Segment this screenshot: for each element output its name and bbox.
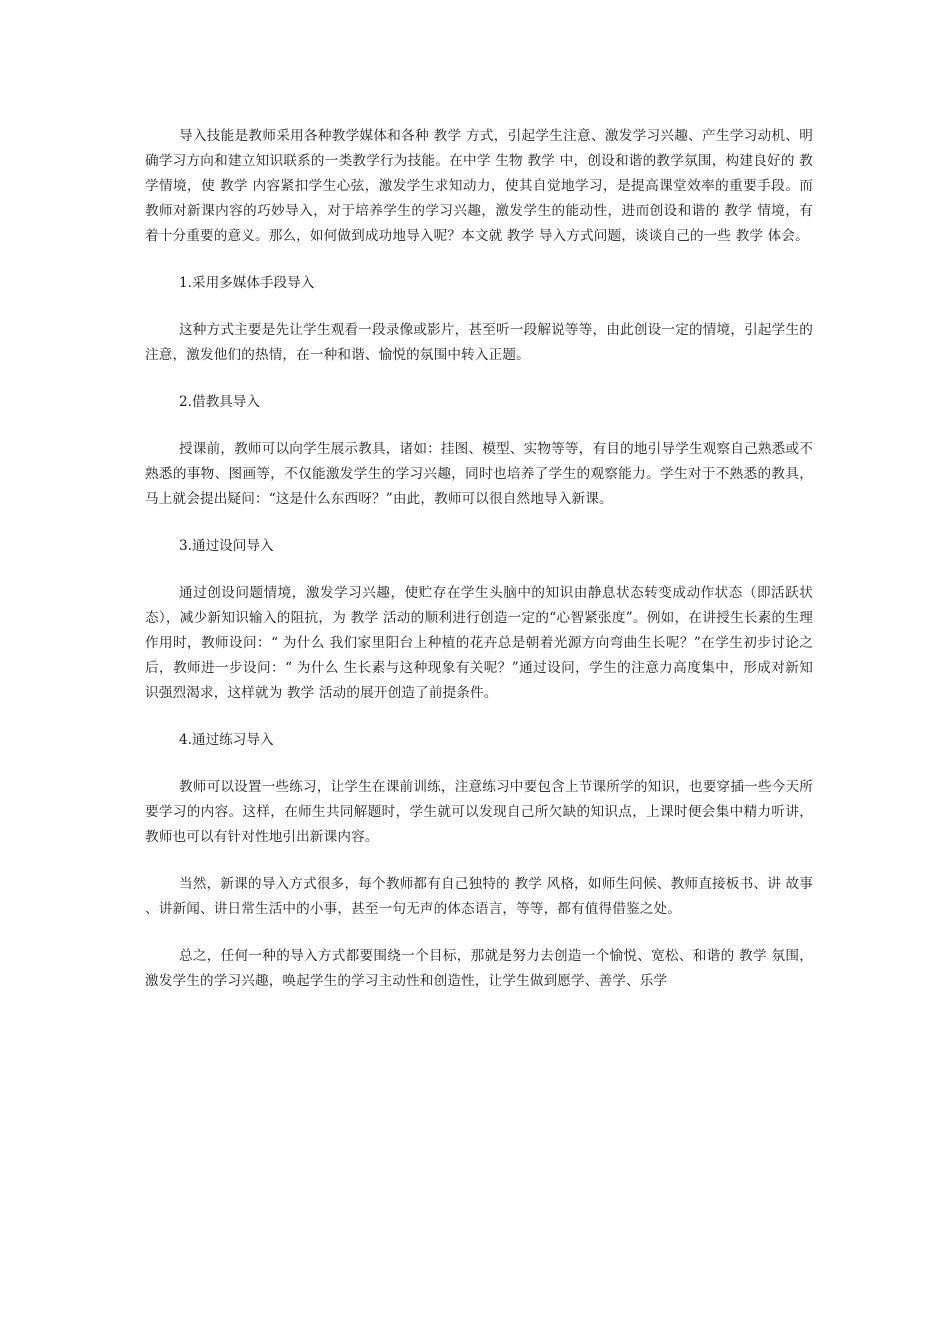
section-heading-2: 2.借教具导入 <box>179 394 260 410</box>
section-paragraph-4: 教师可以设置一些练习，让学生在课前训练，注意练习中要包含上节课所学的知识，也要穿插一些今天所要学习的内容。这样，在师生共同解题时，学生就可以发现自己所欠缺的知识点，上课时便会集中精力听讲，教师也可以有针对性地引出新课内容。 <box>145 779 813 845</box>
intro-paragraph: 导入技能是教师采用各种教学媒体和各种 教学 方式，引起学生注意、激发学习兴趣、产生学习动机、明确学习方向和建立知识联系的一类教学行为技能。在中学 生物 教学 中，创设和谐的教学氛围，构建良好的 教学情境，使 教学 内容紧扣学生心弦，激发学生求知动力，使其自觉地学习，是提高课堂效率的重要手段。而教师对新课内容的巧妙导入，对于培养学生的学习兴趣，激发学生的能动性，进而创设和谐的 教学 情境，有着十分重要的意义。那么，如何做到成功地导入呢？本文就 教学 导入方式问题，谈谈自己的一些 教学 体会。 <box>145 128 813 244</box>
document-body <box>145 124 813 1016</box>
closing-paragraph-1: 当然，新课的导入方式很多，每个教师都有自己独特的 教学 风格，如师生问候、教师直接板书、讲 故事 、讲新闻、讲日常生活中的小事，甚至一句无声的体态语言，等等，都有值得借鉴之处。 <box>145 876 813 917</box>
section-paragraph-2: 授课前，教师可以向学生展示教具，诸如：挂图、模型、实物等等，有目的地引导学生观察自己熟悉或不熟悉的事物、图画等，不仅能激发学生的学习兴趣，同时也培养了学生的观察能力。学生对于不熟悉的教具，马上就会提出疑问：“这是什么东西呀？”由此，教师可以很自然地导入新课。 <box>145 441 813 507</box>
closing-paragraph-2: 总之，任何一种的导入方式都要围绕一个目标，那就是努力去创造一个愉悦、宽松、和谐的 教学 氛围，激发学生的学习兴趣，唤起学生的学习主动性和创造性，让学生做到愿学、善学、乐学 <box>145 948 813 989</box>
section-paragraph-1: 这种方式主要是先让学生观看一段录像或影片，甚至听一段解说等等，由此创设一定的情境，引起学生的注意，激发他们的热情，在一种和谐、愉悦的氛围中转入正题。 <box>145 322 813 363</box>
section-heading-3: 3.通过设问导入 <box>179 538 274 554</box>
section-heading-4: 4.通过练习导入 <box>179 732 274 748</box>
section-heading-1: 1.采用多媒体手段导入 <box>179 275 315 291</box>
section-paragraph-3: 通过创设问题情境，激发学习兴趣，使贮存在学生头脑中的知识由静息状态转变成动作状态（即活跃状态），减少新知识输入的阻抗，为 教学 活动的顺利进行创造一定的“心智紧张度”。例如，在讲授生长素的生理作用时，教师设问：“ 为什么 我们家里阳台上种植的花卉总是朝着光源方向弯曲生长呢？”在学生初步讨论之后，教师进一步设问：“ 为什么 生长素与这种现象有关呢？”通过设问，学生的注意力高度集中，形成对新知识强烈渴求，这样就为 教学 活动的展开创造了前提条件。 <box>145 585 813 701</box>
